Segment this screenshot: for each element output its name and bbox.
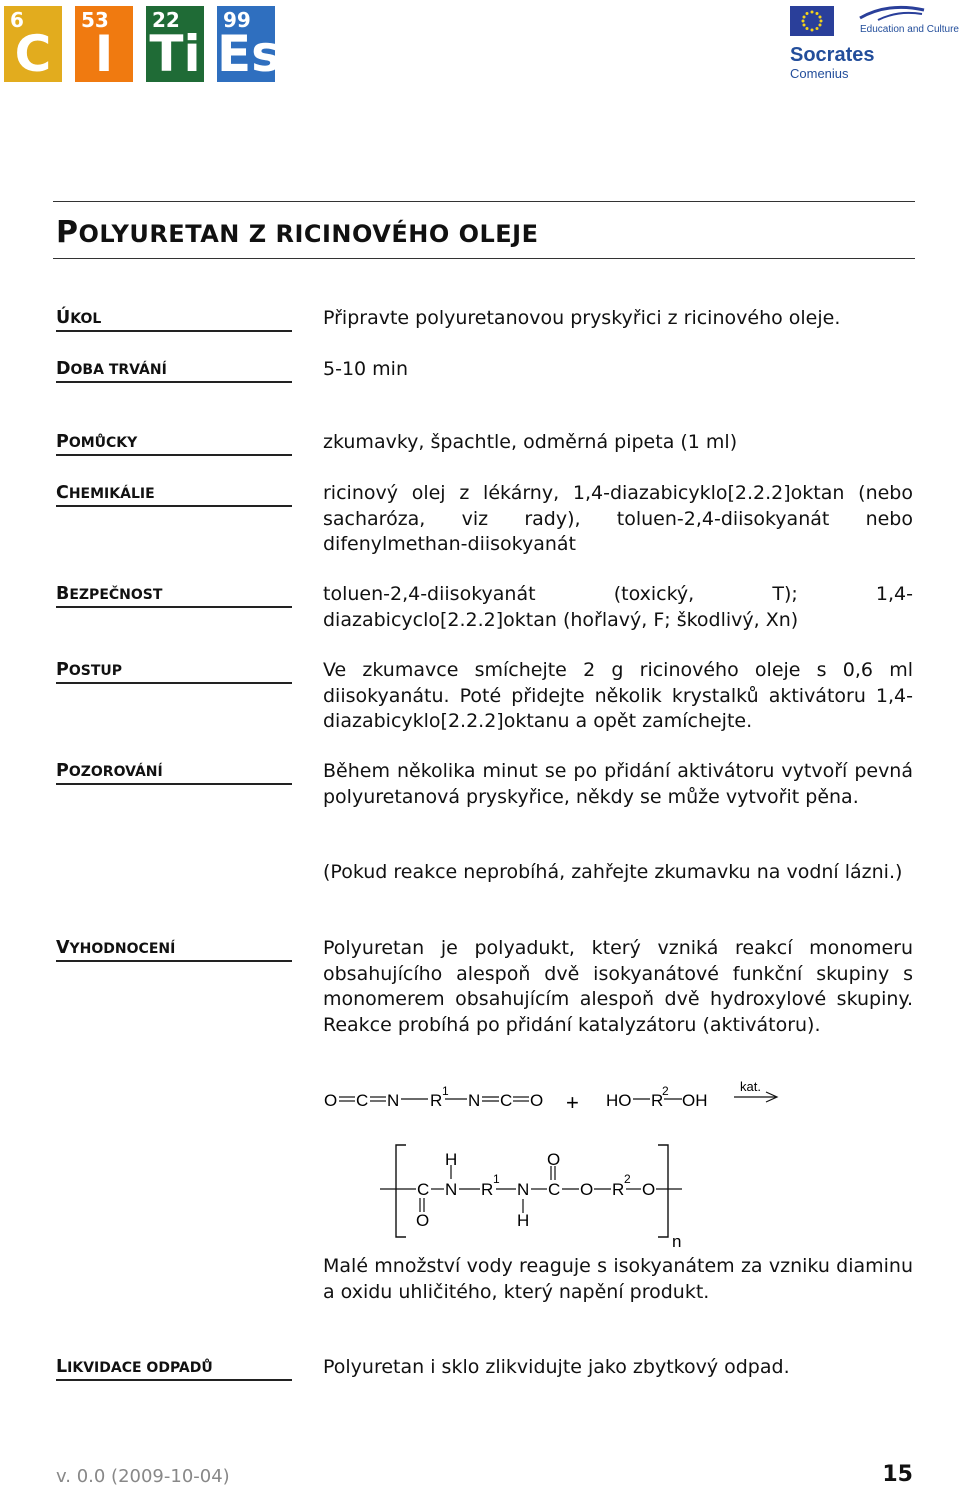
section-label-likvidace-odpadu: LIKVIDACE ODPADŮ bbox=[56, 1356, 292, 1381]
svg-text:O: O bbox=[530, 1091, 544, 1110]
svg-text:R: R bbox=[430, 1091, 443, 1110]
svg-text:N: N bbox=[387, 1091, 400, 1110]
reactant-diisocyanate bbox=[324, 1084, 543, 1110]
footer-version: v. 0.0 (2009-10-04) bbox=[56, 1466, 230, 1487]
logo-tile-ti: 22 Ti bbox=[146, 6, 204, 82]
swoosh-icon bbox=[858, 4, 928, 22]
svg-text:O: O bbox=[324, 1091, 338, 1110]
reaction-arrow-icon bbox=[734, 1079, 777, 1102]
section-text-ukol: Připravte polyuretanovou pryskyřici z ricinového oleje. bbox=[323, 307, 841, 329]
svg-text:1: 1 bbox=[493, 1172, 500, 1186]
svg-text:2: 2 bbox=[662, 1084, 669, 1098]
svg-text:OH: OH bbox=[682, 1091, 708, 1110]
section-label-bezpecnost: BEZPEČNOST bbox=[56, 583, 292, 608]
svg-text:C: C bbox=[548, 1180, 561, 1199]
logo-tile-es: 99 Es bbox=[217, 8, 281, 83]
title-rule-top bbox=[53, 201, 915, 202]
section-text-bezpecnost: toluen-2,4-diisokyanát (toxický, T); 1,4-diazabicyclo[2.2.2]oktan (hořlavý, F; škodlivý, Xn) bbox=[323, 583, 913, 631]
section-label-doba-trvani: DOBA TRVÁNÍ bbox=[56, 358, 292, 383]
title-rule-bottom bbox=[53, 258, 915, 259]
section-label-postup: POSTUP bbox=[56, 659, 292, 684]
svg-text:1: 1 bbox=[442, 1084, 449, 1098]
reaction-scheme bbox=[320, 1075, 800, 1260]
page-number: 15 bbox=[882, 1462, 913, 1487]
svg-text:C: C bbox=[356, 1091, 369, 1110]
section-text-chemikalie: ricinový olej z lékárny, 1,4-diazabicyklo[2.2.2]oktan (nebo sacharóza, viz rady), toluen-2,4-diisokyanát nebo difenylmethan-diisokyanát bbox=[323, 482, 913, 555]
svg-text:HO: HO bbox=[606, 1091, 632, 1110]
svg-text:N: N bbox=[468, 1091, 481, 1110]
section-text-pomucky: zkumavky, špachtle, odměrná pipeta (1 ml) bbox=[323, 431, 738, 453]
logo-tile-i: 53 I bbox=[75, 6, 133, 82]
svg-text:R: R bbox=[651, 1091, 664, 1110]
section-label-pomucky: POMŮCKY bbox=[56, 431, 292, 456]
svg-text:O: O bbox=[416, 1211, 430, 1230]
svg-text:C: C bbox=[500, 1091, 513, 1110]
section-text-postup: Ve zkumavce smíchejte 2 g ricinového oleje s 0,6 ml diisokyanátu. Poté přidejte několik krystalků aktivátoru 1,4-diazabicyklo[2.2.2]oktanu a opět zamíchejte. bbox=[323, 659, 913, 732]
logo-tile-c: 6 C bbox=[4, 6, 62, 82]
partner-sub: Comenius bbox=[790, 66, 849, 81]
note-text: (Pokud reakce neprobíhá, zahřejte zkumavku na vodní lázni.) bbox=[323, 861, 903, 883]
section-text-vyhodnoceni: Polyuretan je polyadukt, který vzniká reakcí monomeru obsahujícího alespoň dvě isokyanátové funkční skupiny s monomerem obsahujícím alespoň dvě hydroxylové skupiny. Reakce probíhá po přidání katalyzátoru (aktivátoru). bbox=[323, 937, 913, 1036]
svg-text:R: R bbox=[481, 1180, 494, 1199]
svg-text:H: H bbox=[517, 1211, 530, 1230]
eu-flag-icon bbox=[790, 6, 834, 36]
svg-text:C: C bbox=[417, 1180, 430, 1199]
section-label-chemikalie: CHEMIKÁLIE bbox=[56, 482, 292, 507]
section-text-doba-trvani: 5-10 min bbox=[323, 358, 408, 380]
svg-text:2: 2 bbox=[624, 1172, 631, 1186]
section-label-ukol: ÚKOL bbox=[56, 307, 292, 332]
svg-text:O: O bbox=[580, 1180, 594, 1199]
svg-text:kat.: kat. bbox=[740, 1079, 761, 1094]
water-note-text: Malé množství vody reaguje s isokyanátem za vzniku diaminu a oxidu uhličitého, který napění produkt. bbox=[323, 1255, 913, 1303]
plus-sign: + bbox=[566, 1090, 579, 1115]
reactant-diol bbox=[606, 1084, 708, 1110]
svg-text:O: O bbox=[642, 1180, 656, 1199]
section-label-vyhodnoceni: VYHODNOCENÍ bbox=[56, 937, 292, 962]
partner-tagline: Education and Culture bbox=[860, 24, 959, 35]
svg-text:H: H bbox=[445, 1150, 458, 1169]
product-polyurethane bbox=[380, 1145, 682, 1251]
svg-text:N: N bbox=[517, 1180, 530, 1199]
svg-text:O: O bbox=[547, 1150, 561, 1169]
svg-text:n: n bbox=[672, 1232, 682, 1251]
section-text-pozorovani: Během několika minut se po přidání aktivátoru vytvoří pevná polyuretanová pryskyřice, někdy se může vytvořit pěna. bbox=[323, 760, 913, 808]
section-label-pozorovani: POZOROVÁNÍ bbox=[56, 760, 292, 785]
section-text-likvidace-odpadu: Polyuretan i sklo zlikvidujte jako zbytkový odpad. bbox=[323, 1356, 790, 1378]
page-title: POLYURETAN Z RICINOVÉHO OLEJE bbox=[56, 215, 539, 250]
partner-name: Socrates bbox=[790, 44, 875, 66]
svg-text:R: R bbox=[612, 1180, 625, 1199]
svg-text:N: N bbox=[445, 1180, 458, 1199]
